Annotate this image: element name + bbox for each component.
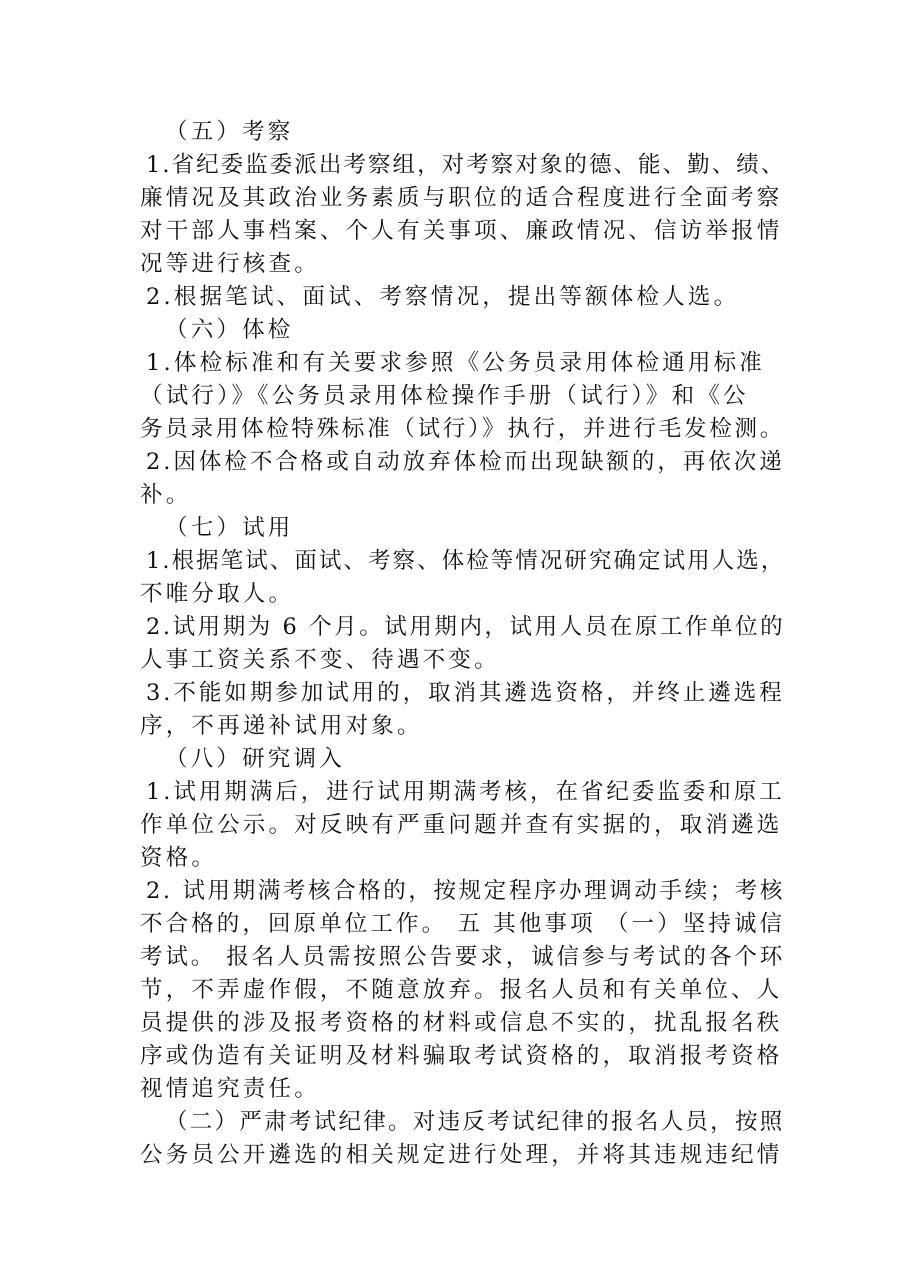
paragraph-line: 序，不再递补试用对象。	[140, 713, 423, 739]
paragraph-line: 3.不能如期参加试用的，取消其遴选资格，并终止遴选程	[146, 680, 785, 706]
paragraph-line: 补。	[140, 482, 192, 508]
paragraph-line: 资格。	[140, 845, 218, 871]
paragraph-line: 2.因体检不合格或自动放弃体检而出现缺额的，再依次递	[146, 449, 785, 475]
paragraph-line: （试行）》《公务员录用体检操作手册（试行）》和《公	[140, 383, 749, 409]
paragraph-line: 1.省纪委监委派出考察组，对考察对象的德、能、勤、绩、	[146, 152, 786, 178]
section-heading-physical-exam: （六）体检	[165, 317, 294, 343]
paragraph-line: 廉情况及其政治业务素质与职位的适合程度进行全面考察	[140, 185, 783, 211]
section-heading-inspection: （五）考察	[165, 119, 294, 145]
paragraph-line: 考试。 报名人员需按照公告要求，诚信参与考试的各个环	[140, 944, 786, 970]
paragraph-line: 员提供的涉及报考资格的材料或信息不实的，扰乱报名秩	[140, 1010, 783, 1036]
paragraph-line: 1.体检标准和有关要求参照《公务员录用体检通用标准	[146, 350, 765, 376]
paragraph-line: （二）严肃考试纪律。对违反考试纪律的报名人员，按照	[165, 1109, 785, 1135]
paragraph-line: 2.试用期为 6 个月。试用期内，试用人员在原工作单位的	[146, 614, 786, 640]
section-heading-trial: （七）试用	[165, 515, 294, 541]
paragraph-line: 2. 试用期满考核合格的，按规定程序办理调动手续；考核	[146, 878, 786, 904]
paragraph-line: 1.试用期满后，进行试用期满考核，在省纪委监委和原工	[146, 779, 785, 805]
paragraph-line: 对干部人事档案、个人有关事项、廉政情况、信访举报情	[140, 218, 783, 244]
paragraph-line: 作单位公示。对反映有严重问题并查有实据的，取消遴选	[140, 812, 783, 838]
paragraph-line: 1.根据笔试、面试、考察、体检等情况研究确定试用人选，	[146, 548, 786, 574]
paragraph-line: 序或伪造有关证明及材料骗取考试资格的，取消报考资格	[140, 1043, 783, 1069]
paragraph-line: 不唯分取人。	[140, 581, 295, 607]
paragraph-line: 节，不弄虚作假，不随意放弃。报名人员和有关单位、人	[140, 977, 783, 1003]
paragraph-line: 2.根据笔试、面试、考察情况，提出等额体检人选。	[146, 284, 740, 310]
paragraph-line: 务员录用体检特殊标准（试行）》执行，并进行毛发检测。	[140, 416, 785, 442]
paragraph-line: 视情追究责任。	[140, 1076, 320, 1102]
paragraph-line: 况等进行核查。	[140, 251, 320, 277]
paragraph-line: 人事工资关系不变、待遇不变。	[140, 647, 500, 673]
section-heading-transfer: （八）研究调入	[165, 746, 345, 772]
paragraph-line: 公务员公开遴选的相关规定进行处理，并将其违规违纪情	[140, 1142, 783, 1168]
paragraph-line: 不合格的，回原单位工作。 五 其他事项 （一）坚持诚信	[140, 911, 786, 937]
